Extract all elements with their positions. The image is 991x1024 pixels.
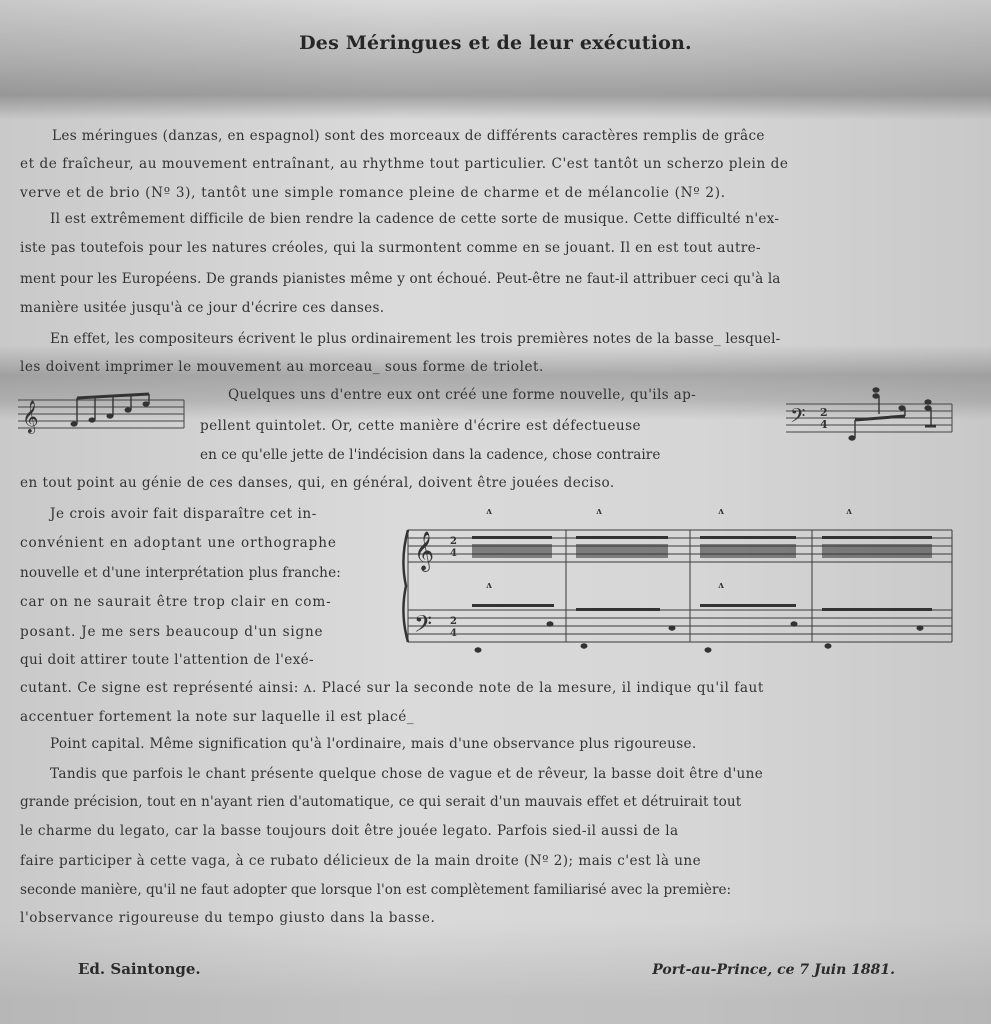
quintolet-music-example [18, 392, 188, 438]
text-line: Il est extrêmement difficile de bien rendre la cadence de cette sorte de musique. Cette difficulté n'ex- [50, 211, 780, 227]
text-line: Quelques uns d'entre eux ont créé une forme nouvelle, qu'ils ap- [228, 387, 697, 403]
text-line: En effet, les compositeurs écrivent le plus ordinairement les trois premières notes de la basse_ lesquel- [50, 331, 781, 347]
text-line: Tandis que parfois le chant présente quelque chose de vague et de rêveur, la basse doit être d'une [50, 766, 764, 782]
text-line: les doivent imprimer le mouvement au morceau_ sous forme de triolet. [20, 359, 544, 375]
text-line: accentuer fortement la note sur laquelle il est placé_ [20, 709, 415, 725]
piano-score-example [400, 500, 956, 672]
text-line: manière usitée jusqu'à ce jour d'écrire ces danses. [20, 300, 385, 316]
text-line: en tout point au génie de ces danses, qui, en général, doivent être jouées deciso. [20, 475, 615, 491]
text-line: grande précision, tout en n'ayant rien d'automatique, ce qui serait d'un mauvais effet et détruirait tout [20, 794, 742, 810]
svg-text:𝄞: 𝄞 [22, 400, 39, 433]
svg-text:2: 2 [450, 536, 457, 547]
triolet-music-example [786, 382, 956, 444]
svg-text:ʌ: ʌ [486, 507, 492, 517]
svg-text:ʌ: ʌ [718, 507, 724, 517]
text-line: pellent quintolet. Or, cette manière d'écrire est défectueuse [200, 418, 642, 434]
place-date: Port-au-Prince, ce 7 Juin 1881. [652, 962, 895, 978]
svg-text:4: 4 [820, 418, 828, 431]
svg-text:4: 4 [450, 628, 457, 639]
text-line: convénient en adoptant une orthographe [20, 535, 337, 551]
text-line: car on ne saurait être trop clair en com- [20, 594, 332, 610]
svg-text:ʌ: ʌ [846, 507, 852, 517]
text-line: cutant. Ce signe est représenté ainsi: ʌ. Placé sur la seconde note de la mesure, il indique qu'il faut [20, 680, 764, 696]
svg-text:𝄢: 𝄢 [414, 610, 433, 643]
svg-text:𝄢: 𝄢 [790, 404, 806, 432]
text-line: et de fraîcheur, au mouvement entraînant, au rhythme tout particulier. C'est tantôt un scherzo plein de [20, 156, 789, 172]
text-line: Point capital. Même signification qu'à l'ordinaire, mais d'une observance plus rigoureuse. [50, 736, 697, 752]
text-line: posant. Je me sers beaucoup d'un signe [20, 624, 324, 640]
text-line: l'observance rigoureuse du tempo giusto dans la basse. [20, 910, 436, 926]
svg-text:2: 2 [820, 406, 828, 419]
text-line: qui doit attirer toute l'attention de l'exé- [20, 652, 314, 668]
text-line: le charme du legato, car la basse toujours doit être jouée legato. Parfois sied-il aussi de la [20, 823, 679, 839]
svg-text:ʌ: ʌ [718, 581, 724, 591]
svg-text:4: 4 [450, 548, 457, 559]
text-line: iste pas toutefois pour les natures créoles, qui la surmontent comme en se jouant. Il en est tout autre- [20, 240, 761, 256]
text-line: seconde manière, qu'il ne faut adopter que lorsque l'on est complètement familiarisé avec la première: [20, 882, 732, 898]
text-line: Je crois avoir fait disparaître cet in- [50, 506, 317, 522]
svg-text:2: 2 [450, 616, 457, 627]
author-signature: Ed. Saintonge. [78, 960, 201, 978]
text-line: nouvelle et d'une interprétation plus franche: [20, 565, 341, 581]
svg-text:ʌ: ʌ [596, 507, 602, 517]
text-line: faire participer à cette vaga, à ce rubato délicieux de la main droite (Nº 2); mais c'est là une [20, 853, 702, 869]
text-line: Les méringues (danzas, en espagnol) sont des morceaux de différents caractères remplis de grâce [52, 128, 765, 144]
text-line: ment pour les Européens. De grands pianistes même y ont échoué. Peut-être ne faut-il attribuer ceci qu'à la [20, 271, 781, 287]
page-title: Des Méringues et de leur exécution. [299, 32, 692, 54]
svg-text:ʌ: ʌ [486, 581, 492, 591]
text-line: verve et de brio (Nº 3), tantôt une simple romance pleine de charme et de mélancolie (Nº 2). [20, 185, 726, 201]
text-line: en ce qu'elle jette de l'indécision dans la cadence, chose contraire [200, 447, 661, 463]
svg-text:𝄞: 𝄞 [414, 531, 435, 571]
